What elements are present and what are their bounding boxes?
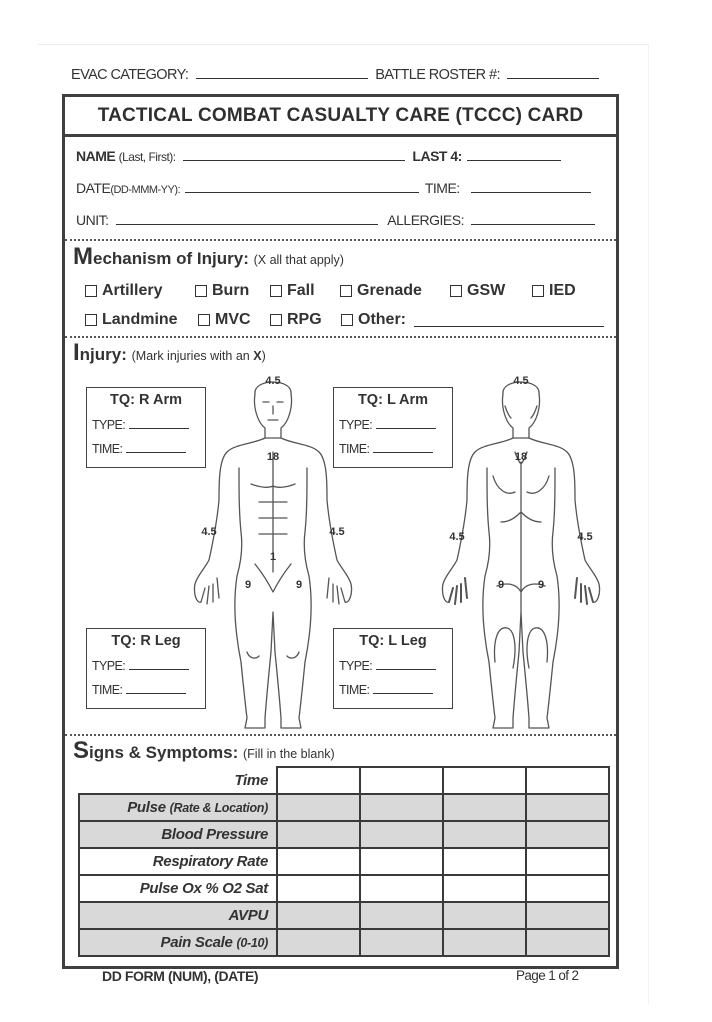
allergies-field[interactable] bbox=[471, 223, 595, 225]
allergies-label: ALLERGIES: bbox=[387, 212, 464, 228]
checkbox-icon[interactable] bbox=[270, 314, 282, 326]
injury-note-x: X bbox=[253, 349, 262, 363]
tq-title: TQ: R Leg bbox=[111, 633, 181, 649]
option-label: Landmine bbox=[102, 311, 178, 328]
checkbox-icon[interactable] bbox=[85, 314, 97, 326]
avpu-cell-1[interactable] bbox=[277, 902, 360, 929]
tq-type-field[interactable] bbox=[376, 668, 436, 670]
pulse-cell-3[interactable] bbox=[443, 794, 526, 821]
row-label: Time bbox=[79, 767, 277, 794]
option-label: GSW bbox=[467, 282, 506, 299]
checkbox-icon[interactable] bbox=[450, 285, 462, 297]
tq-time-row bbox=[339, 683, 433, 697]
avpu-cell-2[interactable] bbox=[360, 902, 443, 929]
mechanism-options-row-2 bbox=[65, 311, 616, 331]
card-title: TACTICAL COMBAT CASUALTY CARE (TCCC) CARD bbox=[65, 97, 616, 137]
time-cell-4[interactable] bbox=[526, 767, 609, 794]
front-left-leg-percent: 9 bbox=[295, 579, 303, 591]
date-hint: (DD-MMM-YY): bbox=[110, 184, 181, 196]
checkbox-icon[interactable] bbox=[341, 314, 353, 326]
tq-time-label: TIME: bbox=[339, 683, 370, 697]
rr-cell-4[interactable] bbox=[526, 848, 609, 875]
table-row-pain-scale bbox=[79, 929, 609, 956]
mechanism-title bbox=[73, 245, 344, 269]
pulse-cell-4[interactable] bbox=[526, 794, 609, 821]
tq-type-label: TYPE: bbox=[339, 418, 373, 432]
rr-cell-1[interactable] bbox=[277, 848, 360, 875]
rr-cell-2[interactable] bbox=[360, 848, 443, 875]
tq-type-label: TYPE: bbox=[92, 659, 126, 673]
back-right-arm-percent: 4.5 bbox=[577, 531, 593, 543]
divider bbox=[65, 734, 616, 736]
body-back-outline-icon bbox=[442, 382, 599, 728]
front-head-percent: 4.5 bbox=[265, 375, 281, 387]
table-row-blood-pressure bbox=[79, 821, 609, 848]
back-torso-percent: 18 bbox=[514, 451, 528, 463]
spo2-cell-2[interactable] bbox=[360, 875, 443, 902]
mechanism-title-cap: M bbox=[73, 243, 93, 270]
option-label: MVC bbox=[215, 311, 251, 328]
tq-type-label: TYPE: bbox=[339, 659, 373, 673]
rr-cell-3[interactable] bbox=[443, 848, 526, 875]
option-landmine[interactable] bbox=[85, 311, 178, 329]
table-row-respiratory-rate bbox=[79, 848, 609, 875]
checkbox-icon[interactable] bbox=[532, 285, 544, 297]
option-label: Fall bbox=[287, 282, 315, 299]
tq-type-row bbox=[339, 418, 436, 432]
date-label: DATE bbox=[76, 180, 111, 196]
name-hint: (Last, First): bbox=[118, 150, 176, 164]
front-left-arm-percent: 4.5 bbox=[329, 526, 345, 538]
front-groin-percent: 1 bbox=[269, 551, 277, 563]
signs-title bbox=[73, 739, 335, 763]
name-field[interactable] bbox=[183, 159, 405, 161]
tq-time-field[interactable] bbox=[126, 692, 186, 694]
checkbox-icon[interactable] bbox=[195, 285, 207, 297]
option-fall[interactable] bbox=[270, 282, 315, 300]
unit-label: UNIT: bbox=[76, 212, 109, 228]
tq-title: TQ: R Arm bbox=[110, 392, 182, 408]
checkbox-icon[interactable] bbox=[270, 285, 282, 297]
row-label: Pulse Ox % O2 Sat bbox=[79, 875, 277, 902]
option-artillery[interactable] bbox=[85, 282, 162, 300]
row-label-sub: (0-10) bbox=[236, 936, 268, 950]
pulse-cell-2[interactable] bbox=[360, 794, 443, 821]
table-row-avpu bbox=[79, 902, 609, 929]
front-right-leg-percent: 9 bbox=[244, 579, 252, 591]
tq-type-field[interactable] bbox=[129, 427, 189, 429]
avpu-cell-4[interactable] bbox=[526, 902, 609, 929]
other-field[interactable] bbox=[414, 325, 604, 327]
row-label-main: Pulse bbox=[127, 799, 166, 816]
option-gsw[interactable] bbox=[450, 282, 505, 300]
tq-time-field[interactable] bbox=[373, 692, 433, 694]
spo2-cell-1[interactable] bbox=[277, 875, 360, 902]
pain-cell-2[interactable] bbox=[360, 929, 443, 956]
tq-title: TQ: L Arm bbox=[357, 392, 429, 408]
unit-field[interactable] bbox=[116, 223, 378, 225]
row-label bbox=[79, 929, 277, 956]
pain-cell-1[interactable] bbox=[277, 929, 360, 956]
tq-type-label: TYPE: bbox=[92, 418, 126, 432]
injury-note-end: ) bbox=[261, 349, 266, 363]
date-row bbox=[76, 180, 591, 196]
back-left-arm-percent: 4.5 bbox=[449, 531, 465, 543]
row-label-main: Pain Scale bbox=[160, 934, 233, 951]
back-left-leg-percent: 9 bbox=[537, 579, 545, 591]
tq-time-row bbox=[92, 683, 186, 697]
injury-title-cap: I bbox=[73, 339, 80, 366]
option-label: Artillery bbox=[102, 282, 163, 299]
option-label: Grenade bbox=[357, 282, 422, 299]
signs-title-text: igns & Symptoms: bbox=[89, 743, 239, 762]
option-label: Burn bbox=[212, 282, 250, 299]
battle-roster-label: BATTLE ROSTER #: bbox=[375, 67, 500, 83]
last4-label: LAST 4: bbox=[412, 148, 462, 164]
pain-cell-4[interactable] bbox=[526, 929, 609, 956]
body-back-diagram[interactable] bbox=[431, 372, 611, 734]
spo2-cell-4[interactable] bbox=[526, 875, 609, 902]
injury-title-text: njury: bbox=[79, 345, 127, 364]
avpu-cell-3[interactable] bbox=[443, 902, 526, 929]
tq-type-row bbox=[92, 418, 189, 432]
evac-category-field[interactable] bbox=[196, 77, 368, 79]
mechanism-options-row-1 bbox=[65, 282, 616, 302]
option-mvc[interactable] bbox=[198, 311, 251, 329]
pain-cell-3[interactable] bbox=[443, 929, 526, 956]
back-right-leg-percent: 9 bbox=[497, 579, 505, 591]
option-label: Other: bbox=[358, 311, 406, 328]
row-label: AVPU bbox=[79, 902, 277, 929]
tq-time-field[interactable] bbox=[126, 451, 186, 453]
vitals-table bbox=[78, 766, 610, 957]
back-head-percent: 4.5 bbox=[513, 375, 529, 387]
tq-time-label: TIME: bbox=[339, 442, 370, 456]
form-id: DD FORM (NUM), (DATE) bbox=[102, 968, 259, 984]
tq-time-row bbox=[92, 442, 186, 456]
tq-time-row bbox=[339, 442, 433, 456]
option-label: IED bbox=[549, 282, 576, 299]
divider bbox=[65, 336, 616, 338]
mechanism-title-text: echanism of Injury: bbox=[93, 249, 249, 268]
bp-cell-2[interactable] bbox=[360, 821, 443, 848]
time-field[interactable] bbox=[471, 191, 591, 193]
time-cell-1[interactable] bbox=[277, 767, 360, 794]
name-label: NAME bbox=[76, 148, 116, 164]
option-burn[interactable] bbox=[195, 282, 249, 300]
tccc-card bbox=[62, 94, 619, 969]
spo2-cell-3[interactable] bbox=[443, 875, 526, 902]
row-label: Blood Pressure bbox=[79, 821, 277, 848]
injury-note bbox=[132, 349, 266, 363]
tq-right-arm-box bbox=[86, 387, 206, 468]
signs-note: (Fill in the blank) bbox=[243, 747, 335, 761]
tq-type-row bbox=[339, 659, 436, 673]
page-number: Page 1 of 2 bbox=[516, 968, 579, 983]
table-row-pulse-ox bbox=[79, 875, 609, 902]
signs-title-cap: S bbox=[73, 737, 90, 764]
bp-cell-3[interactable] bbox=[443, 821, 526, 848]
bp-cell-1[interactable] bbox=[277, 821, 360, 848]
mechanism-note: (X all that apply) bbox=[253, 253, 344, 267]
front-right-arm-percent: 4.5 bbox=[201, 526, 217, 538]
checkbox-icon[interactable] bbox=[340, 285, 352, 297]
option-rpg[interactable] bbox=[270, 311, 322, 329]
checkbox-icon[interactable] bbox=[85, 285, 97, 297]
tq-left-arm-box bbox=[333, 387, 453, 468]
row-label bbox=[79, 794, 277, 821]
unit-row bbox=[76, 212, 595, 228]
table-row-pulse bbox=[79, 794, 609, 821]
tq-time-label: TIME: bbox=[92, 683, 123, 697]
time-cell-2[interactable] bbox=[360, 767, 443, 794]
option-label: RPG bbox=[287, 311, 322, 328]
tq-left-leg-box bbox=[333, 628, 453, 709]
injury-title bbox=[73, 341, 266, 365]
option-ied[interactable] bbox=[532, 282, 576, 300]
header-line bbox=[71, 67, 599, 83]
date-field[interactable] bbox=[185, 191, 419, 193]
evac-category-label: EVAC CATEGORY: bbox=[71, 67, 189, 83]
divider bbox=[65, 239, 616, 241]
time-label: TIME: bbox=[424, 180, 460, 196]
name-row bbox=[76, 148, 561, 164]
battle-roster-field[interactable] bbox=[507, 77, 599, 79]
tq-title: TQ: L Leg bbox=[359, 633, 427, 649]
tq-time-label: TIME: bbox=[92, 442, 123, 456]
injury-note-text: (Mark injuries with an bbox=[131, 349, 254, 363]
tq-type-field[interactable] bbox=[376, 427, 436, 429]
tq-type-row bbox=[92, 659, 189, 673]
option-other[interactable] bbox=[341, 311, 406, 329]
tq-right-leg-box bbox=[86, 628, 206, 709]
pulse-cell-1[interactable] bbox=[277, 794, 360, 821]
table-row-time bbox=[79, 767, 609, 794]
row-label: Respiratory Rate bbox=[79, 848, 277, 875]
tq-time-field[interactable] bbox=[373, 451, 433, 453]
option-grenade[interactable] bbox=[340, 282, 422, 300]
tq-type-field[interactable] bbox=[129, 668, 189, 670]
row-label-sub: (Rate & Location) bbox=[169, 801, 268, 815]
last4-field[interactable] bbox=[467, 159, 561, 161]
checkbox-icon[interactable] bbox=[198, 314, 210, 326]
front-torso-percent: 18 bbox=[266, 451, 280, 463]
bp-cell-4[interactable] bbox=[526, 821, 609, 848]
time-cell-3[interactable] bbox=[443, 767, 526, 794]
